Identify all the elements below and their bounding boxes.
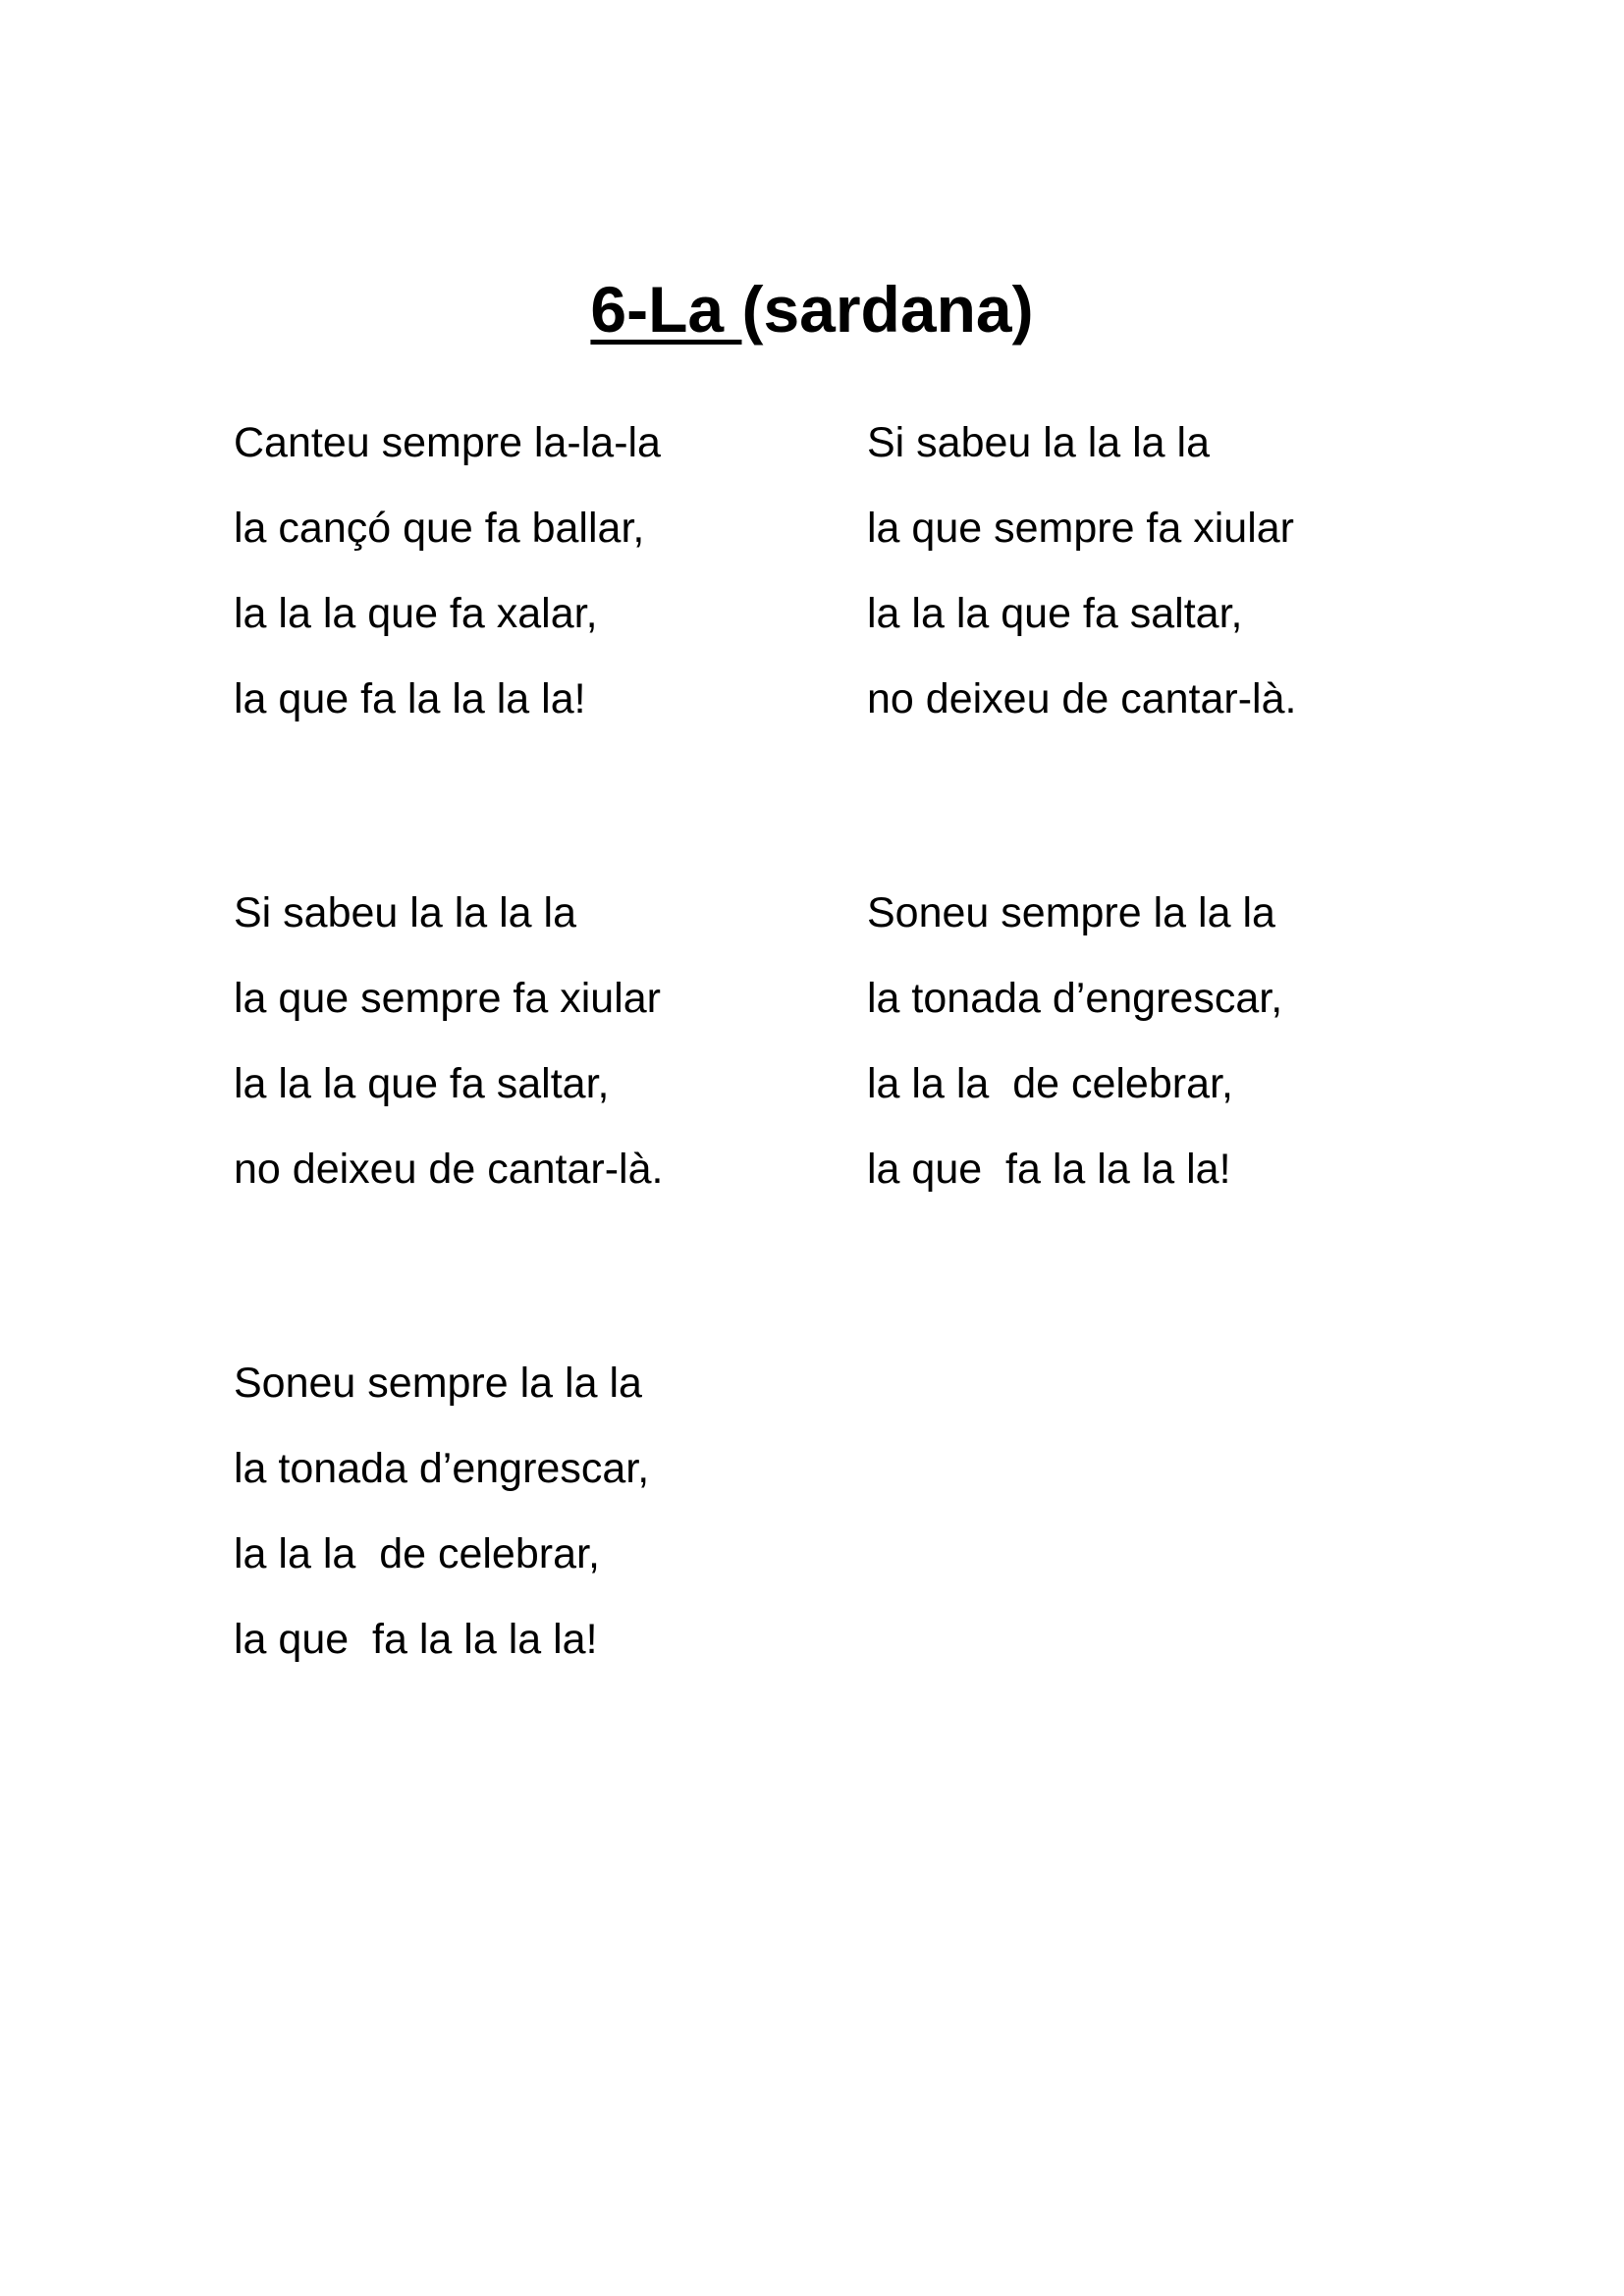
page-title — [0, 273, 1624, 346]
lyric-line: la la la que fa xalar, — [234, 590, 598, 637]
lyric-line: la cançó que fa ballar, — [234, 505, 645, 552]
right-column — [867, 400, 1296, 1341]
lyric-line: la la la que fa saltar, — [867, 590, 1243, 637]
title-subtitle: (sardana) — [741, 273, 1034, 346]
stanza — [867, 871, 1296, 1212]
lyric-line: Soneu sempre la la la — [234, 1360, 642, 1407]
lyric-line: la que sempre fa xiular — [234, 975, 661, 1022]
lyric-line: la la la que fa saltar, — [234, 1060, 610, 1107]
lyric-line: Si sabeu la la la la — [867, 419, 1210, 466]
lyric-line: Canteu sempre la-la-la — [234, 419, 661, 466]
lyric-line: la la la de celebrar, — [867, 1060, 1233, 1107]
title-number: 6-La — [590, 273, 742, 346]
lyric-line: la que sempre fa xiular — [867, 505, 1294, 552]
left-column — [234, 400, 663, 1811]
lyric-line: Soneu sempre la la la — [867, 889, 1275, 936]
stanza — [234, 400, 663, 742]
stanza — [867, 400, 1296, 742]
lyric-line: la tonada d’engrescar, — [867, 975, 1283, 1022]
lyric-line: no deixeu de cantar-là. — [867, 675, 1297, 722]
lyric-line: la tonada d’engrescar, — [234, 1445, 650, 1492]
lyric-line: la la la de celebrar, — [234, 1530, 600, 1577]
lyric-line: no deixeu de cantar-là. — [234, 1146, 664, 1193]
stanza — [234, 871, 663, 1212]
lyric-line: la que fa la la la la! — [234, 1616, 598, 1663]
lyric-line: Si sabeu la la la la — [234, 889, 576, 936]
stanza — [234, 1341, 663, 1682]
lyric-line: la que fa la la la la! — [867, 1146, 1231, 1193]
lyric-line: la que fa la la la la! — [234, 675, 586, 722]
